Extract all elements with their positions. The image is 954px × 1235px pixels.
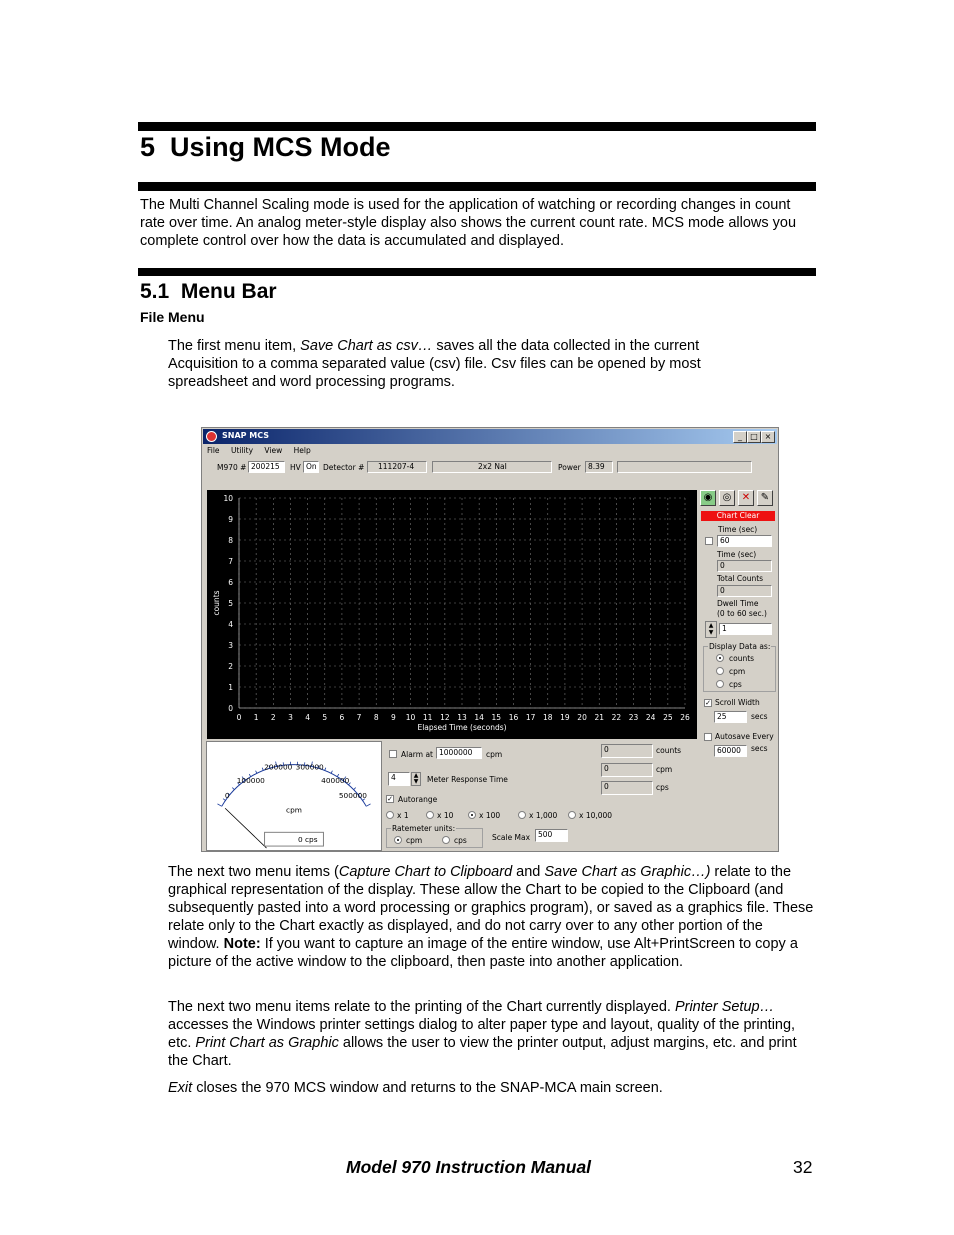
meter-readout: 0 cps: [297, 835, 318, 845]
dwell-spinner[interactable]: ▲ ▼: [705, 621, 717, 638]
start-button[interactable]: ◉: [700, 490, 716, 506]
intro-paragraph: The Multi Channel Scaling mode is used for the application of watching or recording changes in count rate over time. An analog meter-style display also shows the current count rate. MCS mode allows you complete control over how the data is accumulated and displayed.: [140, 197, 797, 249]
autorange-label: Autorange: [398, 795, 438, 804]
autosave-unit: secs: [751, 744, 768, 753]
y-tick-label: 5: [228, 599, 233, 608]
scroll-width-label: Scroll Width: [715, 698, 760, 707]
y-tick-label: 10: [223, 494, 233, 503]
y-tick-label: 8: [228, 536, 233, 545]
hv-field: On: [303, 461, 319, 473]
power-label: Power: [558, 463, 581, 472]
y-tick-label: 3: [228, 641, 233, 650]
ratemeter-units-caption: Ratemeter units:: [392, 824, 456, 833]
hv-label: HV: [290, 463, 301, 472]
paragraph-exit: Exit closes the 970 MCS window and returns to the SNAP-MCA main screen.: [168, 1080, 663, 1096]
readout-counts-field: 0: [601, 744, 653, 758]
x-tick-label: 9: [390, 713, 396, 722]
paragraph-printing: The next two menu items relate to the printing of the Chart currently displayed. Printer Setup… accesses the Windows printer settings dialog to alter paper type and layout, quality of the printing, etc. Print Chart as Graphic allows the user to view the printer output, adjust margins, etc. and print the Chart.: [168, 999, 797, 1069]
meter-unit-label: cpm: [286, 805, 302, 815]
subsection-rule: [138, 268, 816, 276]
range-x100-radio[interactable]: [468, 811, 476, 819]
detector-type-field: 2x2 NaI: [432, 461, 552, 473]
meter-tick: [262, 768, 263, 771]
display-cps-radio[interactable]: [716, 680, 724, 688]
display-cpm-radio[interactable]: [716, 667, 724, 675]
meter-tick-label: 300000: [295, 762, 324, 772]
dwell-range-label: (0 to 60 sec.): [717, 609, 767, 618]
scroll-width-unit: secs: [751, 712, 768, 721]
meter-tick: [325, 768, 326, 771]
x-tick-label: 13: [457, 713, 467, 722]
heading-rule: [138, 182, 816, 191]
detector-label: Detector #: [323, 463, 365, 472]
range-x10000-label: x 10,000: [579, 811, 613, 820]
x-tick-label: 6: [339, 713, 345, 722]
y-axis-label: counts: [212, 590, 221, 616]
dwell-label: Dwell Time: [717, 599, 759, 608]
x-tick-label: 0: [236, 713, 242, 722]
x-tick-label: 14: [474, 713, 484, 722]
ratemeter-cps-label: cps: [454, 836, 467, 845]
app-icon: [206, 431, 217, 442]
menu-bar: [207, 446, 320, 458]
time-sec2-label: Time (sec): [717, 550, 757, 559]
x-tick-label: 1: [253, 713, 259, 722]
display-data-caption: Display Data as:: [709, 642, 771, 651]
time-sec-label: Time (sec): [718, 525, 758, 534]
file-menu-heading: File Menu: [140, 309, 205, 325]
meter-tick: [232, 788, 234, 790]
menu-help[interactable]: Help: [293, 446, 311, 455]
range-x1-label: x 1: [397, 811, 409, 820]
stop-button[interactable]: ◎: [719, 490, 735, 506]
total-counts-field: 0: [717, 585, 772, 597]
ratemeter-cpm-label: cpm: [406, 836, 423, 845]
autosave-checkbox[interactable]: [704, 733, 712, 741]
time-checkbox[interactable]: [705, 537, 713, 545]
x-tick-label: 19: [560, 713, 570, 722]
footer-title: Model 970 Instruction Manual: [346, 1157, 592, 1177]
scale-max-field[interactable]: 500: [535, 829, 568, 842]
y-tick-label: 4: [228, 620, 233, 629]
alarm-label: Alarm at: [401, 750, 433, 759]
x-tick-label: 3: [288, 713, 293, 722]
y-tick-label: 6: [228, 578, 233, 587]
snap-mcs-window: [201, 427, 779, 852]
m970-label: M970 #: [217, 463, 247, 472]
x-tick-label: 10: [405, 713, 416, 722]
x-tick-label: 11: [422, 713, 433, 722]
meter-arc: [222, 765, 367, 807]
range-x1-radio[interactable]: [386, 811, 394, 819]
m970-field: 200215: [248, 461, 285, 473]
x-tick-label: 21: [594, 713, 605, 722]
clear-icon[interactable]: ✕: [738, 490, 754, 506]
display-counts-label: counts: [729, 654, 755, 663]
menu-utility[interactable]: Utility: [230, 446, 254, 455]
autorange-checkbox[interactable]: ✓: [387, 795, 393, 803]
status-field: [617, 461, 752, 473]
minimize-button[interactable]: _: [733, 431, 747, 443]
scroll-width-field[interactable]: 25: [714, 711, 747, 723]
response-time-field[interactable]: 4: [388, 772, 410, 786]
time-sec-field[interactable]: 60: [717, 535, 772, 547]
ratemeter-cpm-radio[interactable]: [394, 836, 402, 844]
meter-tick: [256, 771, 257, 774]
x-tick-label: 12: [440, 713, 450, 722]
total-counts-label: Total Counts: [717, 574, 764, 583]
analog-meter: [206, 741, 382, 851]
meter-tick-label: 500000: [338, 790, 367, 800]
meter-tick: [217, 804, 221, 806]
x-tick-label: 25: [663, 713, 673, 722]
detector-field: 111207-4: [367, 461, 427, 473]
chart-clear-status: Chart Clear: [701, 511, 775, 521]
x-tick-label: 16: [508, 713, 519, 722]
readout-cps-unit: cps: [656, 783, 669, 792]
range-x10-label: x 10: [437, 811, 454, 820]
meter-needle: [225, 808, 266, 848]
response-time-label: Meter Response Time: [427, 775, 508, 784]
x-tick-label: 5: [322, 713, 328, 722]
edit-icon[interactable]: ✎: [757, 490, 773, 506]
x-tick-label: 18: [542, 713, 553, 722]
range-x10-radio[interactable]: [426, 811, 434, 819]
paragraph-save-csv: The first menu item, Save Chart as csv… saves all the data collected in the current Acquisition to a comma separated value (csv) file. Csv files can be opened by most spreadsheet and word processing programs.: [168, 338, 701, 390]
alarm-unit: cpm: [486, 750, 503, 759]
x-tick-label: 26: [680, 713, 690, 722]
autosave-field[interactable]: 60000: [714, 745, 747, 757]
display-cpm-label: cpm: [729, 667, 746, 676]
meter-tick: [354, 788, 356, 790]
y-tick-label: 1: [228, 683, 233, 692]
x-tick-label: 24: [645, 713, 656, 722]
paragraph-capture-chart: The next two menu items (Capture Chart to Clipboard and Save Chart as Graphic…) relate to the graphical representation of the display. These allow the Chart to be copied to the Clipboard (and subsequently pasted into a word processing or graphics program), or saved as a graphics file. These relate only to the Chart exactly as displayed, and do not carry over to any other portion of the window. Note: If you want to capture an image of the entire window, use Alt+PrintScreen to copy a picture of the active window to the clipboard, then paste into another application.: [168, 864, 814, 970]
menu-file[interactable]: File: [207, 446, 220, 455]
readout-cps-field: 0: [601, 781, 653, 795]
x-tick-label: 4: [305, 713, 311, 722]
range-x100-label: x 100: [479, 811, 501, 820]
top-rule: [138, 122, 816, 131]
y-tick-label: 7: [228, 557, 233, 566]
scale-max-label: Scale Max: [492, 833, 531, 842]
scroll-width-checkbox[interactable]: ✓: [705, 699, 711, 707]
readout-counts-unit: counts: [656, 746, 682, 755]
meter-tick: [331, 771, 332, 774]
time-sec2-field: 0: [717, 560, 772, 572]
display-counts-radio[interactable]: [716, 654, 724, 662]
subsection-heading: 5.1 Menu Bar: [140, 280, 277, 303]
meter-tick-label: 0: [224, 790, 230, 800]
y-tick-label: 0: [228, 704, 233, 713]
alarm-checkbox[interactable]: [389, 750, 397, 758]
display-cps-label: cps: [729, 680, 742, 689]
power-field: 8.39: [585, 461, 613, 473]
meter-tick: [366, 804, 370, 806]
x-tick-label: 20: [577, 713, 587, 722]
page-number: 32: [793, 1157, 813, 1177]
range-x1000-radio[interactable]: [518, 811, 526, 819]
meter-tick-label: 400000: [321, 776, 350, 786]
autosave-label: Autosave Every: [715, 732, 774, 741]
x-tick-label: 2: [270, 713, 276, 722]
x-tick-label: 7: [356, 713, 362, 722]
close-button[interactable]: ×: [761, 431, 775, 443]
dwell-field[interactable]: 1: [719, 623, 772, 635]
x-tick-label: 23: [628, 713, 639, 722]
response-time-spinner[interactable]: ▲ ▼: [411, 772, 421, 786]
menu-view[interactable]: View: [264, 446, 283, 455]
x-tick-label: 17: [525, 713, 536, 722]
x-axis-label: Elapsed Time (seconds): [417, 723, 507, 732]
meter-tick-label: 200000: [264, 762, 293, 772]
readout-cpm-field: 0: [601, 763, 653, 777]
x-tick-label: 15: [491, 713, 502, 722]
readout-cpm-unit: cpm: [656, 765, 673, 774]
meter-tick-label: 100000: [236, 776, 265, 786]
window-title: SNAP MCS: [222, 431, 270, 440]
section-heading: 5 Using MCS Mode: [140, 132, 391, 162]
maximize-button[interactable]: □: [747, 431, 761, 443]
ratemeter-cps-radio[interactable]: [442, 836, 450, 844]
mcs-chart: [207, 490, 697, 739]
window-titlebar: [203, 429, 777, 444]
x-tick-label: 8: [373, 713, 379, 722]
x-tick-label: 22: [611, 713, 622, 722]
y-tick-label: 9: [228, 515, 233, 524]
alarm-field[interactable]: 1000000: [436, 747, 482, 759]
range-x10000-radio[interactable]: [568, 811, 576, 819]
y-tick-label: 2: [228, 662, 233, 671]
range-x1000-label: x 1,000: [529, 811, 558, 820]
